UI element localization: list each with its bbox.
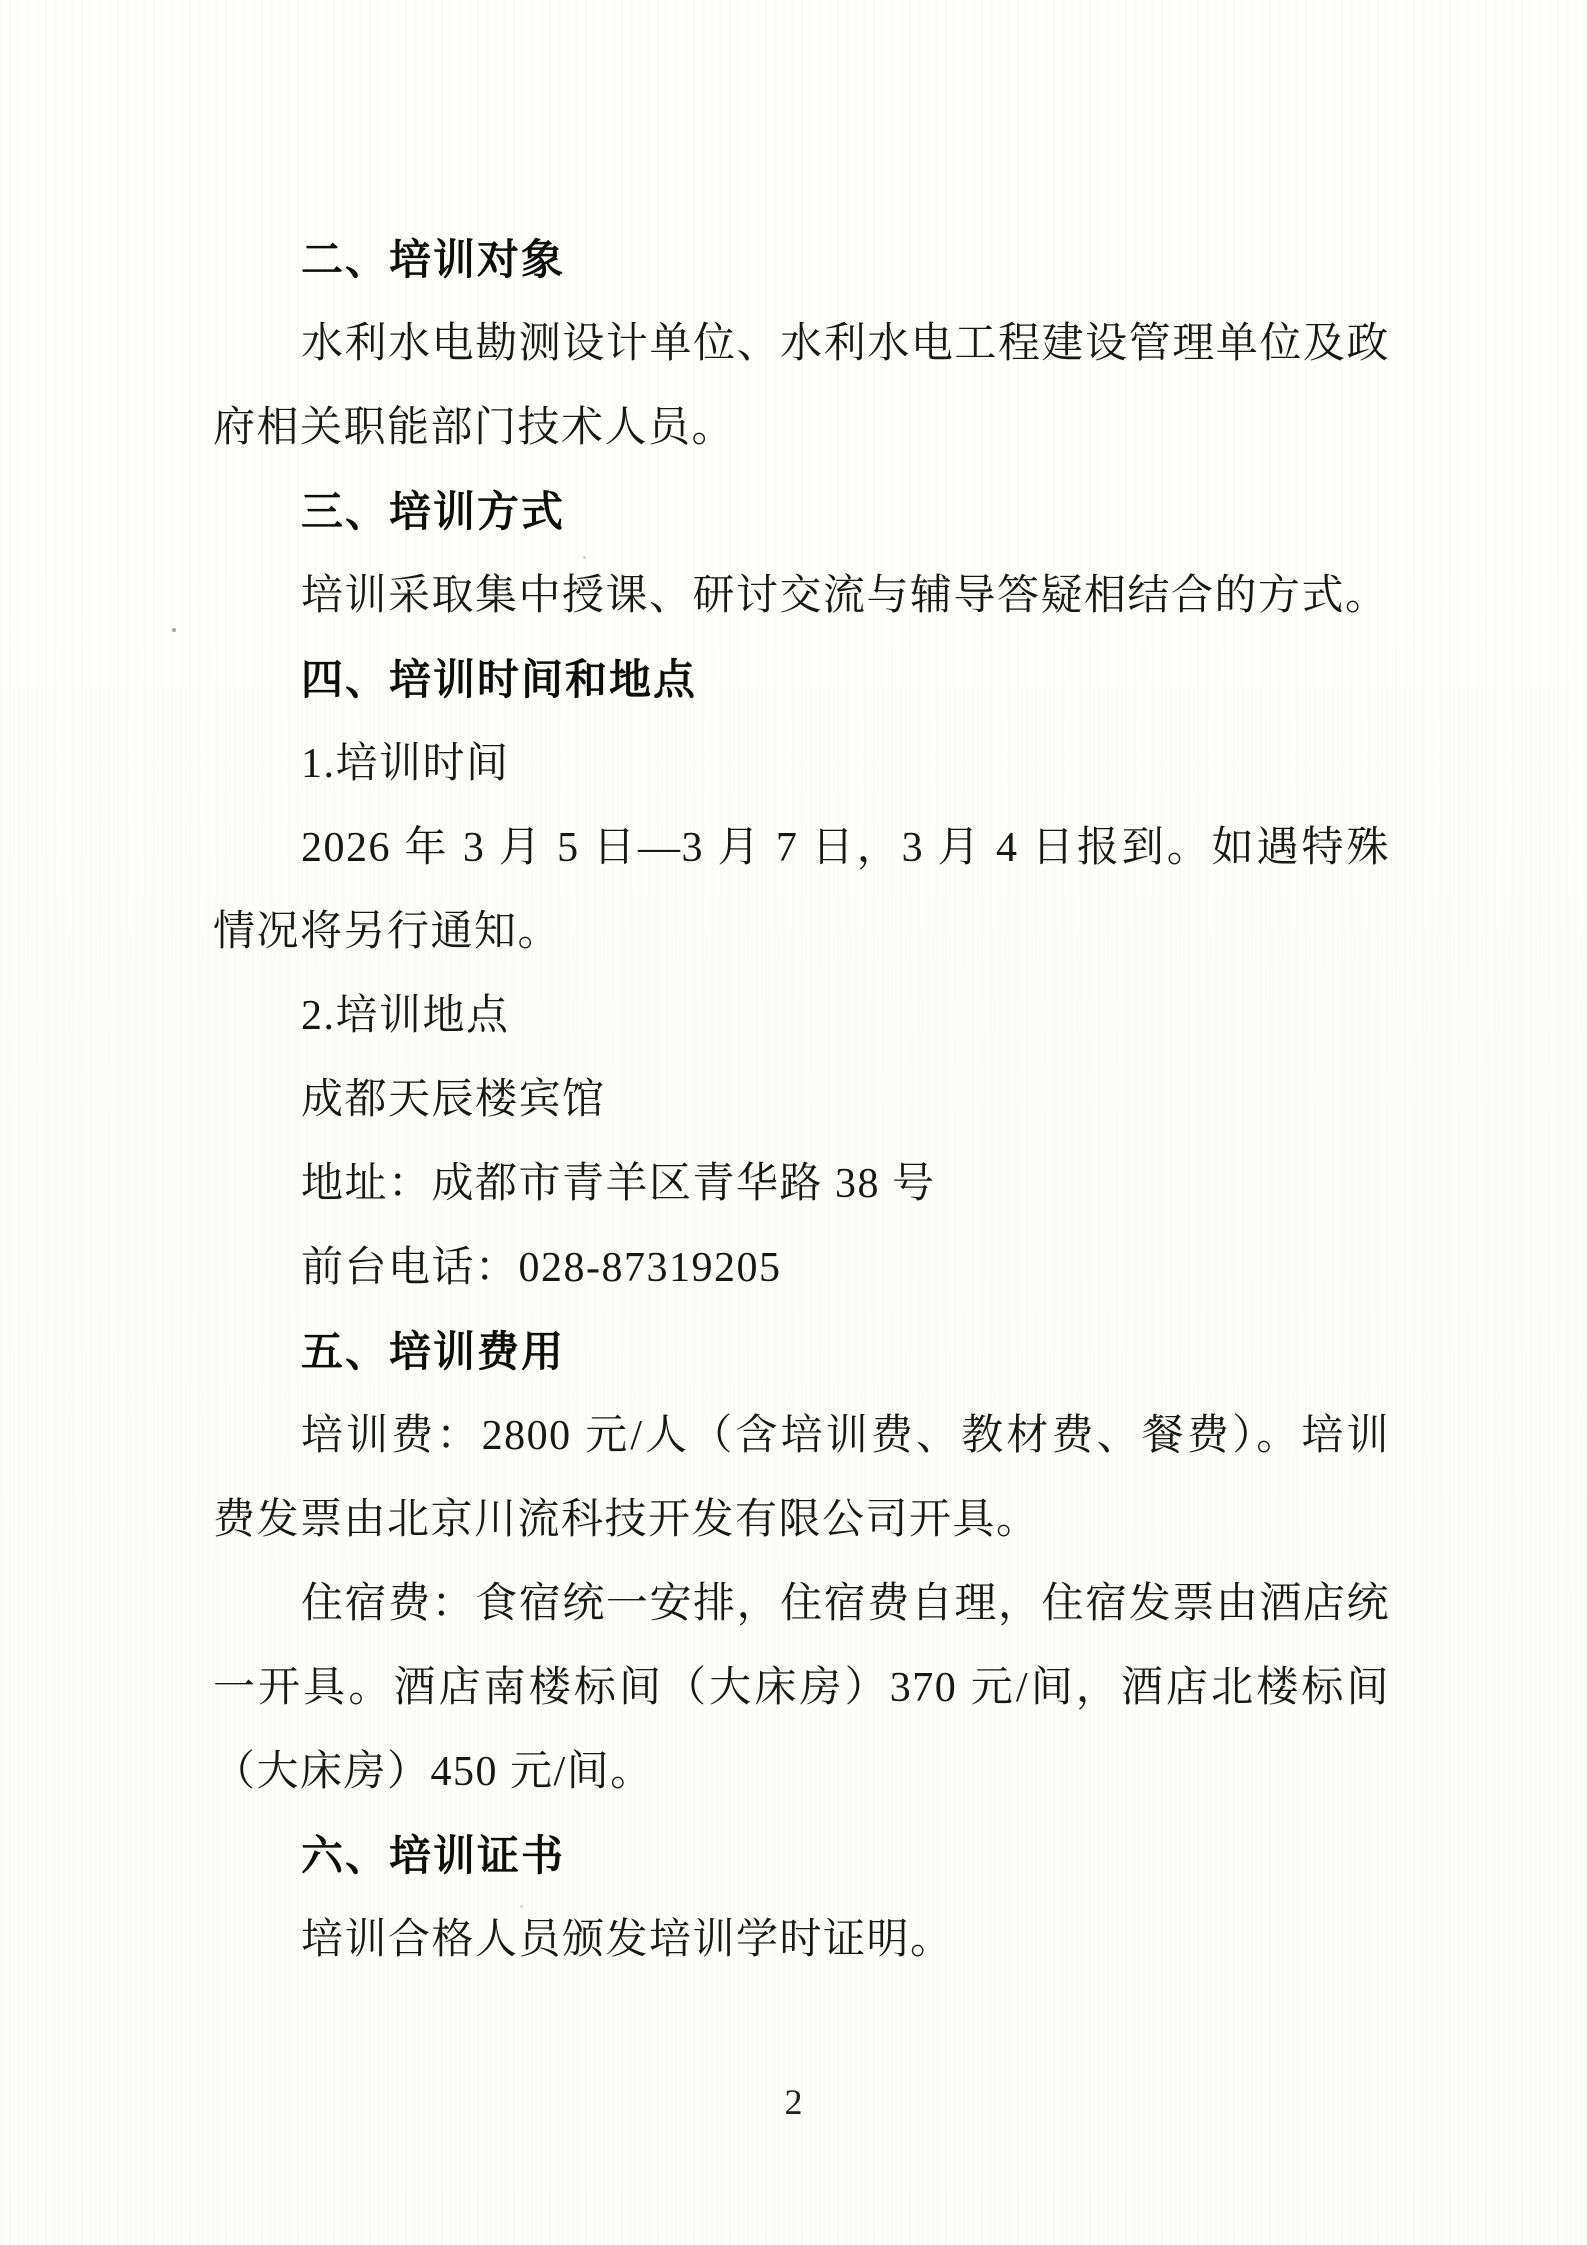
document-body xyxy=(213,218,1390,1982)
section-heading: 六、培训证书 xyxy=(301,1832,566,1879)
paragraph: 1.培训时间 xyxy=(301,741,510,787)
page-number: 2 xyxy=(784,2082,803,2122)
paragraph: 成都天辰楼宾馆 xyxy=(301,1077,606,1123)
paragraph: 地址：成都市青羊区青华路 38 号 xyxy=(301,1161,936,1207)
section-heading: 五、培训费用 xyxy=(301,1328,566,1375)
section-heading: 四、培训时间和地点 xyxy=(301,656,698,703)
section-heading: 三、培训方式 xyxy=(301,488,566,535)
paragraph: 2026 年 3 月 5 日—3 月 7 日，3 月 4 日报到。如遇特殊情况将另行通知。 xyxy=(213,825,1390,955)
paragraph: 培训合格人员颁发培训学时证明。 xyxy=(301,1917,954,1963)
scan-speck xyxy=(172,628,176,632)
paragraph: 2.培训地点 xyxy=(301,993,510,1039)
paragraph: 培训采取集中授课、研讨交流与辅导答疑相结合的方式。 xyxy=(301,573,1389,619)
paragraph: 前台电话：028-87319205 xyxy=(301,1245,782,1291)
scan-speck xyxy=(520,1905,523,1908)
paragraph: 住宿费：食宿统一安排，住宿费自理，住宿发票由酒店统一开具。酒店南楼标间（大床房）370 元/间，酒店北楼标间（大床房）450 元/间。 xyxy=(213,1581,1390,1795)
scan-speck xyxy=(583,556,586,559)
section-heading: 二、培训对象 xyxy=(301,236,566,283)
paragraph: 培训费：2800 元/人（含培训费、教材费、餐费）。培训费发票由北京川流科技开发有限公司开具。 xyxy=(213,1413,1390,1543)
paragraph: 水利水电勘测设计单位、水利水电工程建设管理单位及政府相关职能部门技术人员。 xyxy=(213,321,1390,451)
